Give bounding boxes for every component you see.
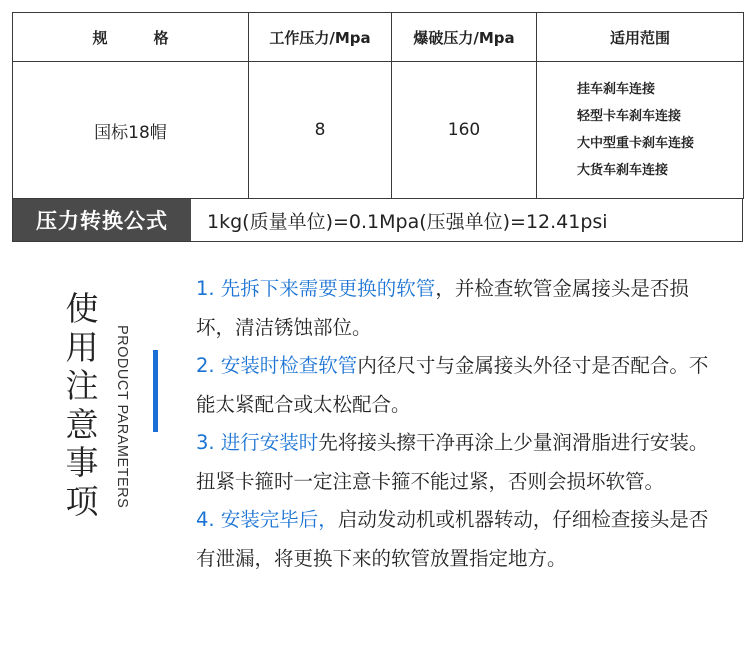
accent-bar xyxy=(153,350,158,432)
table-header-row xyxy=(13,13,744,62)
notice-item xyxy=(196,501,726,578)
scope-item: 轻型卡车刹车连接 xyxy=(577,109,682,124)
formula-text: 1kg(质量单位)=0.1Mpa(压强单位)=12.41psi xyxy=(207,210,608,233)
notice-item-highlight: 2. 安装时检查软管 xyxy=(196,354,358,377)
cell-working-pressure: 8 xyxy=(249,62,392,199)
notice-item-highlight: 3. 进行安装时 xyxy=(196,431,319,454)
notice-title-char: 用 xyxy=(65,327,99,367)
cell-scope xyxy=(537,62,744,199)
header-spec xyxy=(13,13,249,62)
notice-subtitle-en: PRODUCT PARAMETERS xyxy=(114,325,130,509)
formula-row xyxy=(12,199,743,242)
notice-title-char: 使 xyxy=(65,289,99,328)
notice-list xyxy=(196,270,726,578)
notice-item-text: ，并检查软管金属接头是否损坏，清洁锈蚀部位。 xyxy=(196,277,689,339)
notice-item-highlight: 4. 安装完毕后， xyxy=(196,508,338,531)
notice-item-text: 先将接头擦干净再涂上少量润滑脂进行安装。扭紧卡箍时一定注意卡箍不能过紧，否则会损坏软管。 xyxy=(196,431,709,493)
notice-title xyxy=(60,290,104,521)
notice-item-highlight: 1. 先拆下来需要更换的软管 xyxy=(196,277,436,300)
scope-item: 大货车刹车连接 xyxy=(577,163,669,178)
cell-burst-pressure: 160 xyxy=(392,62,537,199)
scope-item: 大中型重卡刹车连接 xyxy=(577,136,695,151)
header-scope: 适用范围 xyxy=(537,13,744,62)
header-working-pressure: 工作压力/Mpa xyxy=(249,13,392,62)
header-spec-char-2: 格 xyxy=(153,28,169,47)
notice-title-char: 项 xyxy=(65,481,99,521)
header-spec-char-1: 规 xyxy=(92,28,108,47)
notice-item xyxy=(196,270,726,347)
scope-item: 挂车刹车连接 xyxy=(577,82,656,97)
notice-title-char: 注 xyxy=(65,366,99,405)
notice-item-text: 启动发动机或机器转动，仔细检查接头是否有泄漏，将更换下来的软管放置指定地方。 xyxy=(196,508,709,570)
table-row xyxy=(13,62,744,199)
cell-spec: 国标18帽 xyxy=(13,62,249,199)
notice-title-char: 意 xyxy=(65,404,99,444)
notice-item xyxy=(196,347,726,424)
notice-item-text: 内径尺寸与金属接头外径寸是否配合。不能太紧配合或太松配合。 xyxy=(196,354,709,416)
notice-item xyxy=(196,424,726,501)
formula-label: 压力转换公式 xyxy=(13,199,191,241)
header-burst-pressure: 爆破压力/Mpa xyxy=(392,13,537,62)
spec-table xyxy=(12,12,744,199)
notice-title-char: 事 xyxy=(65,443,99,482)
